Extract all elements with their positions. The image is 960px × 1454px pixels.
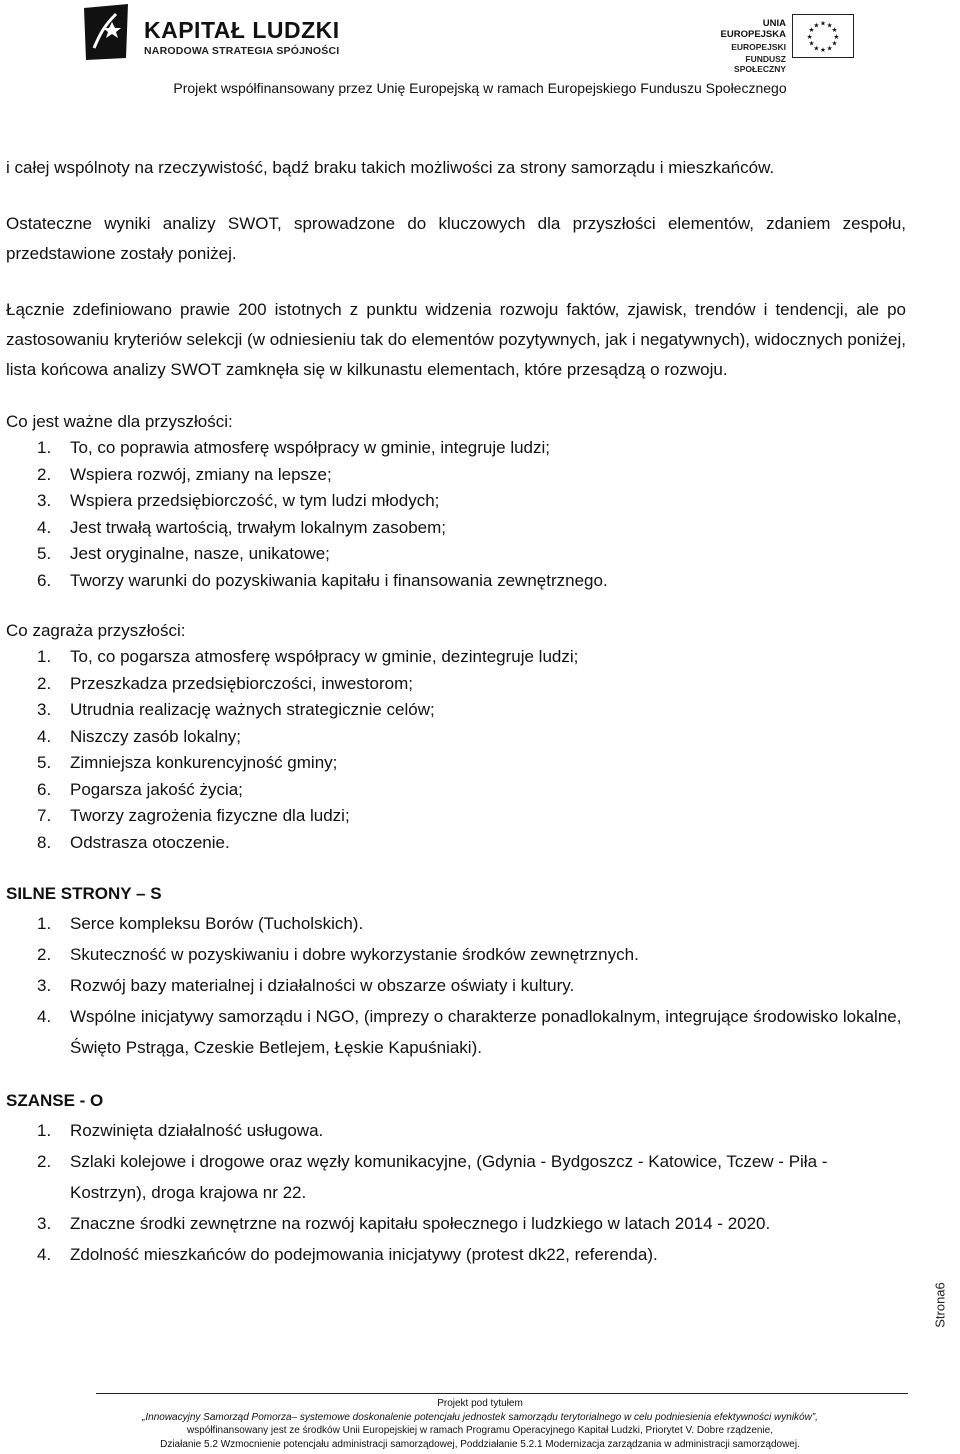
eu-flag-icon — [792, 14, 854, 58]
eu-logo-line3: FUNDUSZ SPOŁECZNY — [734, 54, 786, 74]
svg-text:★: ★ — [813, 21, 820, 30]
opportunities-heading: SZANSE - O — [6, 1091, 104, 1110]
footer-line-4: Działanie 5.2 Wzmocnienie potencjału administracji samorządowej, Poddziałanie 5.2.1 Modernizacja zarządzania w administracji samorządowej. — [160, 1438, 800, 1450]
kapital-ludzki-title: KAPITAŁ LUDZKI — [144, 17, 340, 43]
paragraph-3: Łącznie zdefiniowano prawie 200 istotnych z punktu widzenia rozwoju faktów, zjawisk, trendów i tendencji, ale po zastosowaniu kryteriów selekcji (w odniesieniu tak do elementów pozytywnych, jak i negatywnych), widocznych poniżej, lista końcowa analizy SWOT zamknęła się w kilkunastu elementach, które przesądzą o rozwoju. — [6, 300, 906, 379]
list-item: 8. Odstrasza otoczenie. — [37, 832, 230, 852]
list-item: 1. Rozwinięta działalność usługowa. — [37, 1121, 324, 1140]
kapital-ludzki-logo — [82, 4, 342, 64]
eu-logo-line2: EUROPEJSKI — [731, 42, 786, 52]
svg-text:★: ★ — [813, 44, 820, 53]
strengths-list — [6, 908, 906, 1063]
list-item: 3. Rozwój bazy materialnej i działalności w obszarze oświaty i kultury. — [37, 976, 575, 995]
list-item: 3. Utrudnia realizację ważnych strategicznie celów; — [37, 700, 435, 719]
footer-line-2: „Innowacyjny Samorząd Pomorza– systemowe doskonalenie potencjału jednostek samorządu terytorialnego w celu podniesienia efektywności wyników”, — [142, 1411, 818, 1423]
threatens-heading: Co zagraża przyszłości: — [6, 621, 186, 640]
list-item: 1. Serce kompleksu Borów (Tucholskich). — [37, 914, 364, 933]
footer-divider — [96, 1393, 908, 1394]
list-item: 3. Znaczne środki zewnętrzne na rozwój kapitału społecznego i ludzkiego w latach 2014 - 2020. — [37, 1214, 771, 1233]
svg-text:★: ★ — [833, 32, 840, 41]
footer-line-3: współfinansowany jest ze środków Unii Europejskiej w ramach Programu Operacyjnego Kapitał Ludzki, Priorytet V. Dobre rządzenie, — [186, 1425, 774, 1436]
svg-text:★: ★ — [808, 26, 815, 35]
list-item: 4. Wspólne inicjatywy samorządu i NGO, (imprezy o charakterze ponadlokalnym, integrujące środowisko lokalne, Święto Pstrąga, Czeskie Betlejem, Łęskie Kapuśniaki). — [37, 1007, 902, 1057]
kapital-ludzki-flag-icon — [82, 4, 130, 60]
important-list — [6, 435, 906, 594]
opportunities-list — [6, 1115, 906, 1270]
eu-logo — [700, 14, 860, 74]
svg-text:★: ★ — [806, 32, 813, 41]
footer-line-1: Projekt pod tytułem — [437, 1398, 523, 1409]
svg-text:★: ★ — [826, 21, 833, 30]
list-item: 2. Wspiera rozwój, zmiany na lepsze; — [37, 464, 332, 484]
footer — [0, 1397, 960, 1451]
kapital-ludzki-subtitle: NARODOWA STRATEGIA SPÓJNOŚCI — [144, 45, 340, 57]
threatens-list — [6, 644, 906, 856]
list-item: 6. Pogarsza jakość życia; — [37, 779, 243, 799]
list-item: 6. Tworzy warunki do pozyskiwania kapitału i finansowania zewnętrznego. — [37, 570, 608, 590]
page-number-label — [925, 1275, 955, 1335]
svg-text:★: ★ — [808, 39, 815, 48]
svg-text:★: ★ — [831, 26, 838, 35]
list-item: 1. To, co poprawia atmosferę współpracy w gminie, integruje ludzi; — [37, 438, 551, 457]
list-item: 2. Szlaki kolejowe i drogowe oraz węzły komunikacyjne, (Gdynia - Bydgoszcz - Katowice, Tczew - Piła - Kostrzyn), droga krajowa nr 22. — [37, 1152, 828, 1202]
page-number-text: Strona6 — [932, 1282, 948, 1328]
list-item: 4. Zdolność mieszkańców do podejmowania inicjatywy (protest dk22, referenda). — [37, 1245, 658, 1264]
paragraph-1: i całej wspólnoty na rzeczywistość, bądź braku takich możliwości za strony samorządu i mieszkańców. — [6, 158, 775, 177]
svg-text:★: ★ — [831, 39, 838, 48]
paragraph-2: Ostateczne wyniki analizy SWOT, sprowadzone do kluczowych dla przyszłości elementów, zdaniem zespołu, przedstawione zostały poniżej. — [6, 214, 906, 263]
list-item: 5. Zimniejsza konkurencyjność gminy; — [37, 753, 338, 772]
list-item: 3. Wspiera przedsiębiorczość, w tym ludzi młodych; — [37, 491, 440, 510]
list-item: 1. To, co pogarsza atmosferę współpracy w gminie, dezintegruje ludzi; — [37, 647, 579, 666]
svg-text:★: ★ — [820, 46, 826, 55]
important-heading: Co jest ważne dla przyszłości: — [6, 412, 233, 431]
list-item: 7. Tworzy zagrożenia fizyczne dla ludzi; — [37, 806, 350, 825]
strengths-heading: SILNE STRONY – S — [6, 884, 162, 903]
document-body — [6, 153, 906, 1270]
list-item: 4. Niszczy zasób lokalny; — [37, 726, 242, 746]
list-item: 2. Skuteczność w pozyskiwaniu i dobre wykorzystanie środków zewnętrznych. — [37, 945, 639, 964]
list-item: 5. Jest oryginalne, nasze, unikatowe; — [37, 544, 330, 563]
svg-text:★: ★ — [820, 19, 826, 28]
list-item: 2. Przeszkadza przedsiębiorczości, inwestorom; — [37, 673, 413, 693]
header-caption: Projekt współfinansowany przez Unię Europejską w ramach Europejskiego Funduszu Społecznego — [173, 80, 787, 96]
eu-logo-line1: UNIA EUROPEJSKA — [720, 18, 786, 40]
svg-text:★: ★ — [826, 44, 833, 53]
list-item: 4. Jest trwałą wartością, trwałym lokalnym zasobem; — [37, 517, 447, 537]
